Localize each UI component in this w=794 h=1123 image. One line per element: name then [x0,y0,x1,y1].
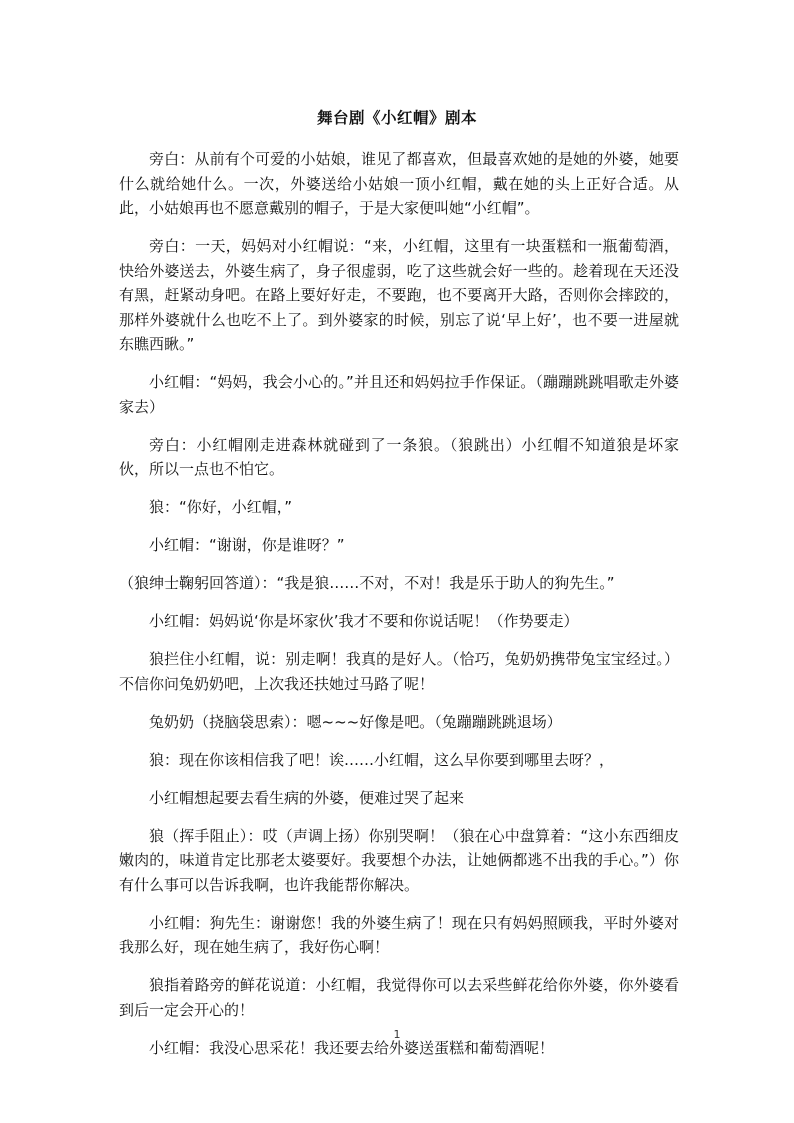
paragraph-wolf-6: 狼指着路旁的鲜花说道：小红帽，我觉得你可以去采些鲜花给你外婆，你外婆看到后一定会开心的！ [119,976,679,1019]
paragraph-red-riding-hood-2: 小红帽：“谢谢，你是谁呀？” [149,536,345,554]
paragraph-wolf-1: 狼：“你好，小红帽，” [149,498,293,516]
document-body [119,147,679,1074]
paragraph-narration-2: 旁白：一天，妈妈对小红帽说：“来，小红帽，这里有一块蛋糕和一瓶葡萄酒，快给外婆送去，外婆生病了，身子很虚弱，吃了这些就会好一些的。趁着现在天还没有黑，赶紧动身吧。在路上要好好走，不要跑，也不要离开大路，否则你会摔跤的，那样外婆就什么也吃不上了。到外婆家的时候，别忘了说‘早上好’，也不要一进屋就东瞧西瞅。” [119,237,679,353]
paragraph-red-riding-hood-4: 小红帽想起要去看生病的外婆，便难过哭了起来 [149,788,465,807]
paragraph-red-riding-hood-3: 小红帽：妈妈说‘你是坏家伙’我才不要和你说话呢！（作势要走） [149,612,579,630]
document-title: 舞台剧《小红帽》剧本 [316,109,477,127]
paragraph-wolf-5: 狼（挥手阻止）：哎（声调上扬）你别哭啊！（狼在心中盘算着：“这小东西细皮嫩肉的，味道肯定比那老太婆要好。我要想个办法，让她俩都逃不出我的手心。”）你有什么事可以告诉我啊，也许我能帮你解决。 [119,826,679,894]
paragraph-narration-3: 旁白：小红帽刚走进森林就碰到了一条狼。（狼跳出）小红帽不知道狼是坏家伙，所以一点也不怕它。 [119,435,679,478]
paragraph-rabbit-grandma: 兔奶奶（挠脑袋思索）：嗯~~~好像是吧。（兔蹦蹦跳跳退场） [149,712,562,731]
paragraph-red-riding-hood-5: 小红帽：狗先生：谢谢您！我的外婆生病了！现在只有妈妈照顾我，平时外婆对我那么好，现在她生病了，我好伤心啊！ [119,913,679,956]
paragraph-narration-1: 旁白：从前有个可爱的小姑娘，谁见了都喜欢，但最喜欢她的是她的外婆，她要什么就给她什么。一次，外婆送给小姑娘一顶小红帽，戴在她的头上正好合适。从此，小姑娘再也不愿意戴别的帽子，于是大家便叫她“小红帽”。 [119,150,679,217]
paragraph-wolf-2: （狼绅士鞠躬回答道）：“我是狼……不对，不对！我是乐于助人的狗先生。” [119,574,615,592]
paragraph-wolf-4: 狼：现在你该相信我了吧！诶……小红帽，这么早你要到哪里去呀？， [149,750,615,769]
paragraph-wolf-3: 狼拦住小红帽，说：别走啊！我真的是好人。（恰巧，兔奶奶携带兔宝宝经过。）不信你问兔奶奶吧，上次我还扶她过马路了呢！ [119,650,679,693]
paragraph-red-riding-hood-6: 小红帽：我没心思采花！我还要去给外婆送蛋糕和葡萄酒呢！ [149,1038,555,1057]
paragraph-red-riding-hood-1: 小红帽：“妈妈，我会小心的。”并且还和妈妈拉手作保证。（蹦蹦跳跳唱歌走外婆家去） [119,373,679,416]
page-number: 1 [393,1028,401,1041]
